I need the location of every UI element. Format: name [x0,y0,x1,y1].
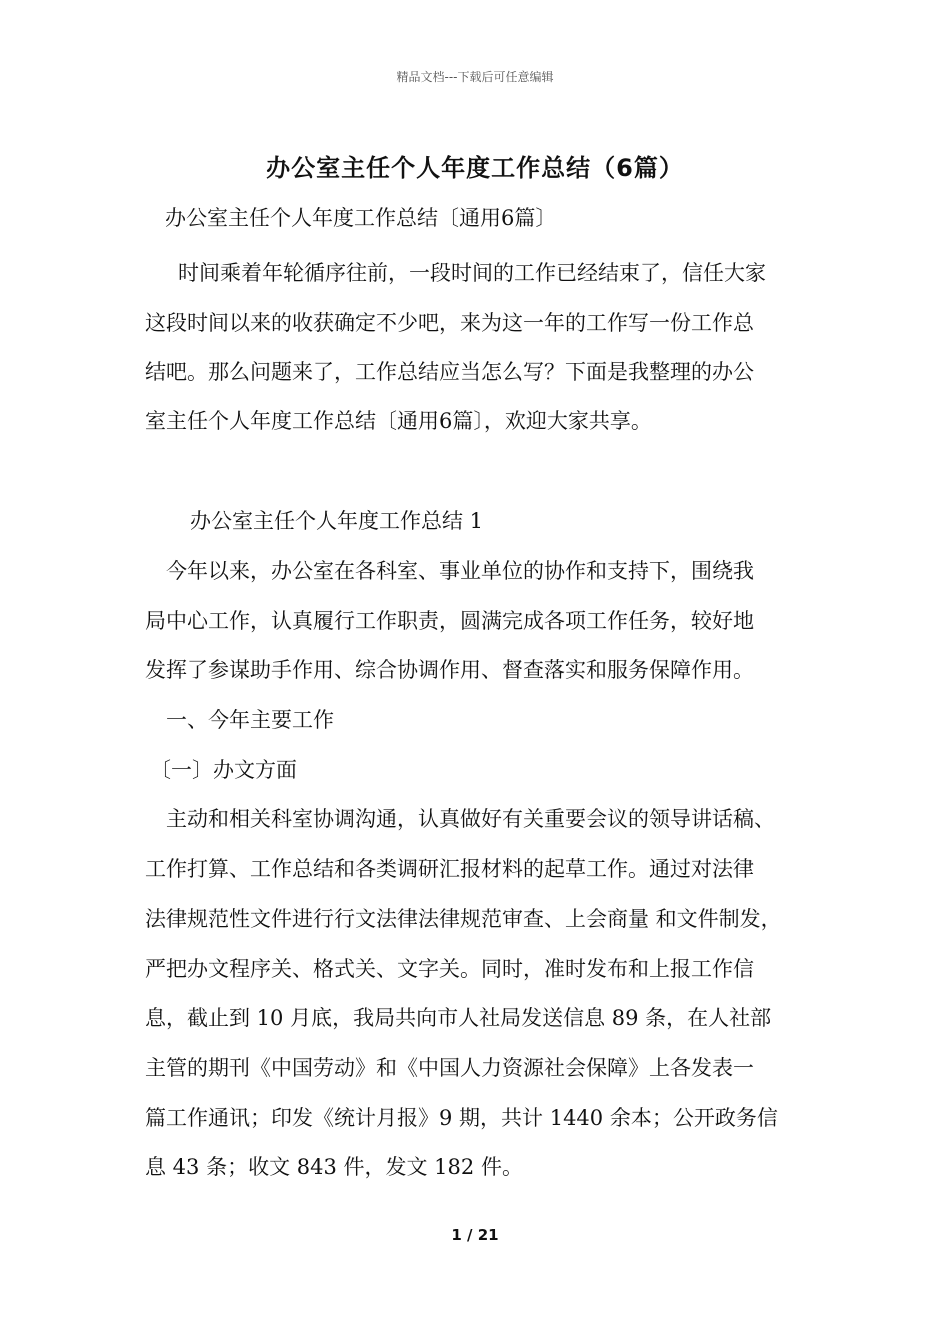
intro-line: 时间乘着年轮循序往前，一段时间的工作已经结束了，信任大家 [178,261,766,285]
header-note: 精品文档---下载后可任意编辑 [396,70,554,84]
page-number: 1 / 21 [451,1226,499,1244]
paragraph-line: 篇工作通讯；印发《统计月报》9 期，共计 1440 余本；公开政务信 [145,1106,778,1130]
paragraph-line: 发挥了参谋助手作用、综合协调作用、督查落实和服务保障作用。 [145,658,754,682]
heading-main-work: 一、今年主要工作 [166,708,334,732]
document-subtitle: 办公室主任个人年度工作总结〔通用6篇〕 [165,206,557,230]
paragraph-line: 局中心工作，认真履行工作职责，圆满完成各项工作任务，较好地 [145,609,754,633]
intro-line: 室主任个人年度工作总结〔通用6篇〕，欢迎大家共享。 [145,409,652,433]
heading-document-handling: 〔一〕办文方面 [150,758,297,782]
paragraph-line: 严把办文程序关、格式关、文字关。同时，准时发布和上报工作信 [145,957,754,981]
intro-line: 结吧。那么问题来了，工作总结应当怎么写？下面是我整理的办公 [145,360,754,384]
paragraph-line: 法律规范性文件进行行文法律法律规范审查、上会商量 和文件制发， [145,907,782,931]
paragraph-line: 主动和相关科室协调沟通，认真做好有关重要会议的领导讲话稿、 [166,807,775,831]
paragraph-line: 息 43 条；收文 843 件，发文 182 件。 [145,1155,523,1179]
paragraph-line: 主管的期刊《中国劳动》和《中国人力资源社会保障》上各发表一 [145,1056,754,1080]
paragraph-line: 工作打算、工作总结和各类调研汇报材料的起草工作。通过对法律 [145,857,754,881]
intro-line: 这段时间以来的收获确定不少吧，来为这一年的工作写一份工作总 [145,311,754,335]
paragraph-line: 息，截止到 10 月底，我局共向市人社局发送信息 89 条，在人社部 [145,1006,772,1030]
section-title: 办公室主任个人年度工作总结 1 [190,509,484,533]
paragraph-line: 今年以来，办公室在各科室、事业单位的协作和支持下，围绕我 [166,559,754,583]
document-title: 办公室主任个人年度工作总结（6篇） [266,154,684,182]
